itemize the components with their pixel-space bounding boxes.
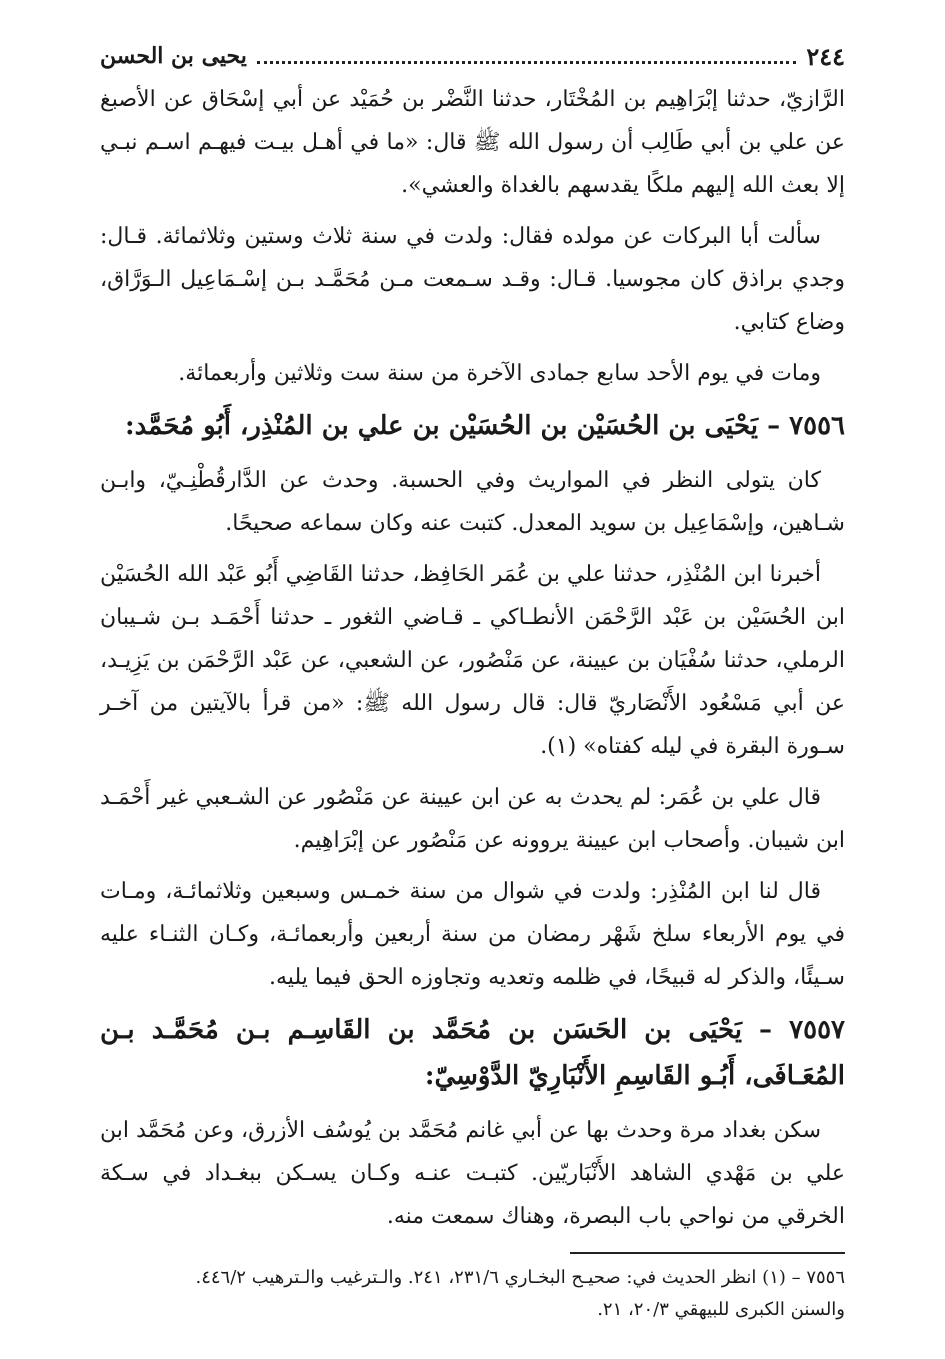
footnote-separator [570, 1252, 845, 1254]
page-number: ٢٤٤ [806, 41, 845, 71]
paragraph: ومات في يوم الأحد سابع جمادى الآخرة من سنة ست وثلاثين وأربعمائة. [178, 361, 821, 386]
footnote-line: ٧٥٥٦ – (١) انظر الحديث في: صحيـح البخـاري ٢٣١/٦، ٢٤١. والـترغيب والـترهيب ٤٤٦/٢. [195, 1267, 845, 1288]
footnote [100, 1262, 845, 1326]
paragraph: سألت أبا البركات عن مولده فقال: ولدت في سنة ثلاث وستين وثلاثمائة. قـال: وجدي براذق كان مجوسيا. قـال: وقـد سـمعت مـن مُحَمَّـد بـن إسْـمَاعِيل الـوَرَّاق، وضاع كتابي. [100, 224, 845, 335]
page-body [100, 78, 845, 1246]
entry-heading-7556: ٧٥٥٦ – يَحْيَى بن الحُسَيْن بن الحُسَيْن بن علي بن المُنْذِر، أَبُو مُحَمَّد: [125, 411, 845, 441]
paragraph: الرَّازيّ، حدثنا إبْرَاهِيم بن المُخْتَار، حدثنا النَّضْر بن حُمَيْد عن أبي إسْحَاق عن الأصبغ عن علي بن أبي طَالِب أن رسول الله ﷺ قال: «ما في أهـل بيـت فيهـم اسـم نبـي إلا بعث الله إليهم ملكًا يقدسهم بالغداة والعشي». [100, 87, 845, 198]
dotted-leader [257, 61, 796, 64]
entry-heading-7557: ٧٥٥٧ – يَحْيَى بن الحَسَن بن مُحَمَّد بن القَاسِـم بـن مُحَمَّـد بـن المُعَـافَى، أَبُـو القَاسِمِ الأَنْبَارِيّ الدَّوْسِيّ: [100, 1015, 845, 1091]
paragraph: سكن بغداد مرة وحدث بها عن أبي غانم مُحَمَّد بن يُوسُف الأزرق، وعن مُحَمَّد ابن علي بن مَهْدي الشاهد الأَنْبَاريّين. كتبـت عنـه وكـان يسـكن ببغـداد في سـكة الخرقي من نواحي باب البصرة، وهناك سمعت منه. [100, 1118, 845, 1229]
running-title: يحيى بن الحسن [100, 43, 247, 69]
paragraph: قال علي بن عُمَر: لم يحدث به عن ابن عيينة عن مَنْصُور عن الشـعبي غير أَحْمَـد ابن شيبان. وأصحاب ابن عيينة يروونه عن مَنْصُور عن إبْرَاهِيم. [100, 785, 845, 853]
paragraph: أخبرنا ابن المُنْذِر، حدثنا علي بن عُمَر الحَافِظ، حدثنا القَاضِي أَبُو عَبْد الله الحُسَيْن ابن الحُسَيْن بن عَبْد الرَّحْمَن الأنطـاكي ـ قـاضي الثغور ـ حدثنا أَحْمَـد بـن شـيبان الرملي، حدثنا سُفْيَان بن عيينة، عن مَنْصُور، عن الشعبي، عن عَبْد الرَّحْمَن بن يَزِيـد، عن أبي مَسْعُود الأَنْصَاريّ قال: قال رسول الله ﷺ: «من قرأ بالآيتين من آخـر سـورة البقرة في ليله كفتاه» (١). [100, 562, 845, 759]
footnote-line: والسنن الكبرى للبيهقي ٢٠/٣، ٢١. [597, 1299, 845, 1320]
page-header [100, 36, 845, 76]
paragraph: كان يتولى النظر في المواريث وفي الحسبة. وحدث عن الدَّارقُطْنِـيّ، وابـن شـاهين، وإسْمَاعِيل بن سويد المعدل. كتبت عنه وكان سماعه صحيحًا. [100, 468, 845, 536]
paragraph: قال لنا ابن المُنْذِر: ولدت في شوال من سنة خمـس وسبعين وثلاثمائـة، ومـات في يوم الأربعاء سلخ شَهْر رمضان من سنة أربعين وأربعمائـة، وكـان الثنـاء عليه سـيئًا، والذكر له قبيحًا، في ظلمه وتعديه وتجاوزه الحق فيما يليه. [100, 879, 845, 990]
